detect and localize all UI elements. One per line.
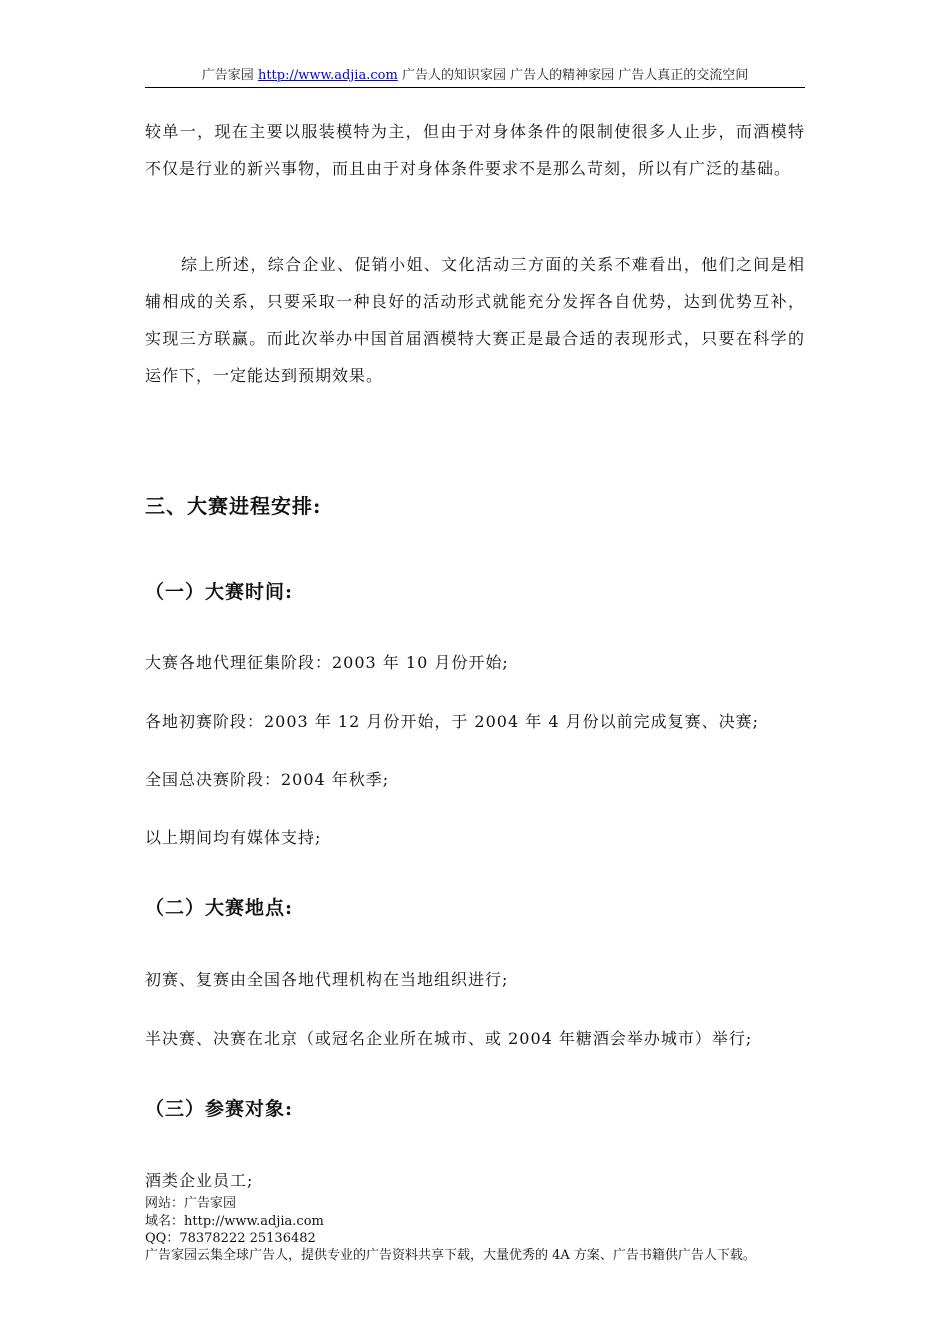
sub-1-line-4: 以上期间均有媒体支持;: [145, 828, 322, 847]
header-site-name: 广告家园: [201, 68, 254, 83]
page-header: [145, 68, 805, 84]
sub-3-line-1: 酒类企业员工;: [145, 1171, 254, 1190]
footer-domain-link[interactable]: http://www.adjia.com: [184, 1214, 324, 1229]
footer-qq: QQ：78378222 25136482: [145, 1231, 316, 1246]
sub-3-title: （三）参赛对象:: [145, 1098, 294, 1120]
sub-1-title: （一）大赛时间:: [145, 581, 294, 603]
sub-1-line-2: 各地初赛阶段：2003 年 12 月份开始，于 2004 年 4 月份以前完成复赛、决赛;: [145, 712, 759, 731]
sub-1-line-1: 大赛各地代理征集阶段：2003 年 10 月份开始;: [145, 653, 509, 672]
sub-2-title: （二）大赛地点:: [145, 897, 294, 919]
sub-2-line-1: 初赛、复赛由全国各地代理机构在当地组织进行;: [145, 970, 509, 989]
footer-slogan: 广告家园云集全球广告人，提供专业的广告资料共享下载，大量优秀的 4A 方案、广告书籍供广告人下载。: [145, 1248, 756, 1263]
header-url-link[interactable]: http://www.adjia.com: [257, 68, 398, 83]
footer-domain-label: 域名：: [145, 1214, 185, 1229]
sub-2-line-2: 半决赛、决赛在北京（或冠名企业所在城市、或 2004 年糖酒会举办城市）举行;: [145, 1029, 753, 1048]
paragraph-2: 综上所述，综合企业、促销小姐、文化活动三方面的关系不难看出，他们之间是相辅相成的关系，只要采取一种良好的活动形式就能充分发挥各自优势，达到优势互补，实现三方联赢。而此次举办中国首届酒模特大赛正是最合适的表现形式，只要在科学的运作下，一定能达到预期效果。: [145, 255, 805, 385]
header-tagline: 广告人的知识家园 广告人的精神家园 广告人真正的交流空间: [401, 68, 749, 83]
paragraph-1: 较单一，现在主要以服装模特为主，但由于对身体条件的限制使很多人止步，而酒模特不仅是行业的新兴事物，而且由于对身体条件要求不是那么苛刻，所以有广泛的基础。: [145, 122, 805, 178]
footer-domain: [145, 1214, 324, 1230]
sub-1-line-3: 全国总决赛阶段：2004 年秋季;: [145, 770, 390, 789]
header-divider: [145, 87, 805, 88]
footer-site: 网站：广告家园: [145, 1196, 237, 1211]
section-3-title: 三、大赛进程安排:: [145, 494, 322, 518]
